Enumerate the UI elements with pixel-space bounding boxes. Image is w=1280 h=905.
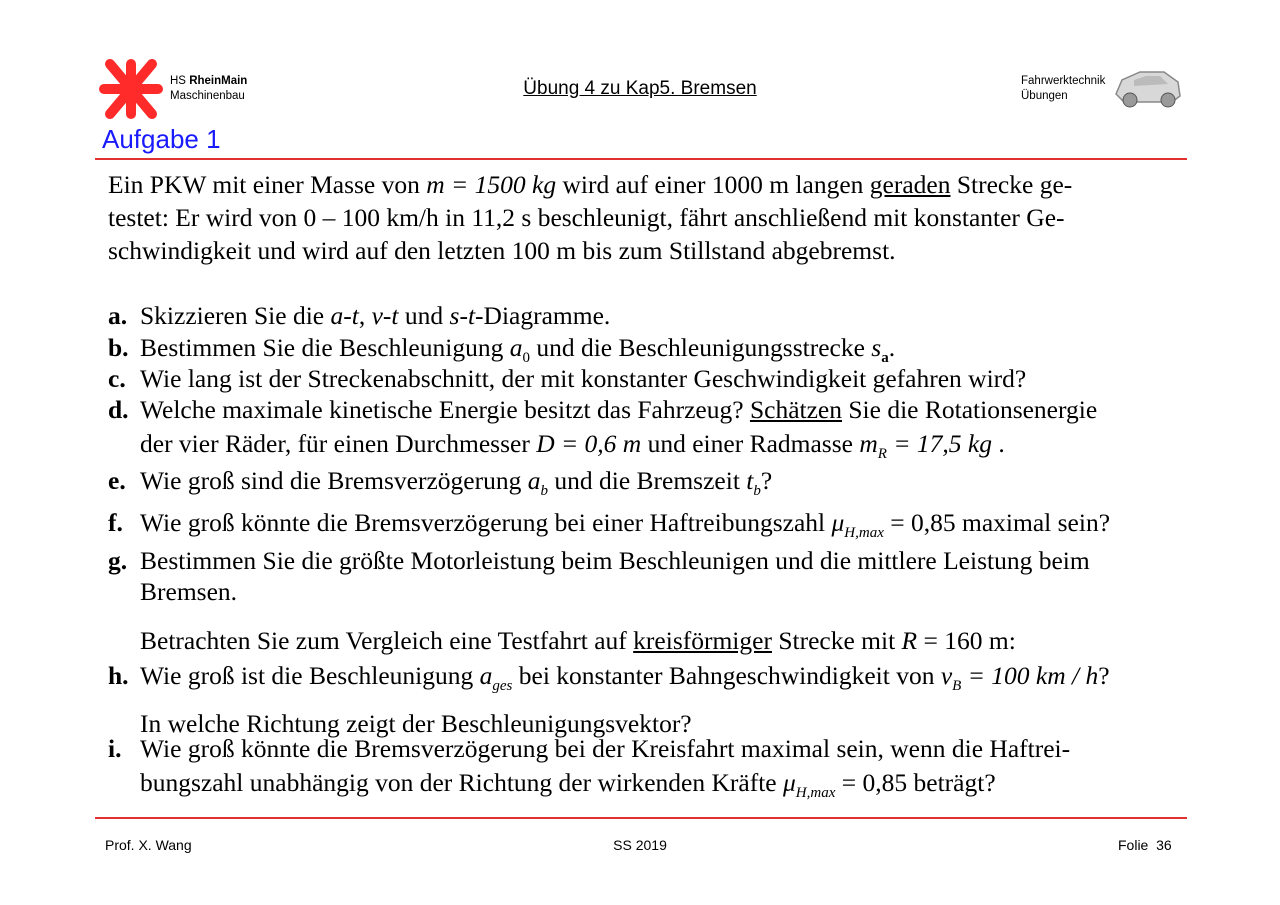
friction-value: = 0,85 [890, 508, 956, 537]
underlined-word: geraden [869, 170, 951, 199]
task-i [108, 733, 1198, 809]
org-name: RheinMain [189, 75, 248, 87]
dash: - [459, 301, 468, 330]
math-subscript: a [881, 350, 889, 367]
task-text: Bremsen. [140, 577, 238, 606]
punctuation: . [888, 333, 896, 362]
task-letter: h. [108, 661, 129, 690]
page-title: Übung 4 zu Kap5. Bremsen [523, 78, 757, 99]
task-text: Wie groß sind die Bremsverzögerung [140, 466, 522, 495]
task-d [108, 394, 1198, 470]
task-letter: f. [108, 508, 123, 537]
task-text: Skizzieren Sie die [140, 301, 325, 330]
intro-line-2: testet: Er wird von 0 – 100 km/h in 11,2 s beschleunigt, fährt anschließend mit konstanter Ge- [108, 203, 1065, 232]
math-var: t [391, 301, 399, 330]
course-name: Fahrwerktechnik [1021, 75, 1106, 87]
task-text: Wie lang ist der Streckenabschnitt, der mit konstanter Geschwindigkeit gefahren wird? [140, 364, 1027, 393]
task-text: und die Bremszeit [554, 466, 740, 495]
task-a [108, 300, 1198, 331]
footer-slide-number: Folie 36 [1118, 837, 1172, 853]
math-var: t [467, 301, 476, 330]
math-subscript: H,max [844, 525, 884, 542]
task-text: bei konstanter Bahngeschwindigkeit von [518, 661, 935, 690]
task-text: Sie die Rotationsenergie [848, 395, 1098, 424]
task-text: Wie groß ist die Beschleunigung [140, 661, 474, 690]
math-var: a [330, 301, 344, 330]
math-var: m [859, 429, 878, 458]
task-c [108, 363, 1198, 394]
punctuation: ? [1098, 661, 1110, 690]
intro-text: Strecke ge- [956, 170, 1073, 199]
task-f [108, 507, 1198, 549]
intro-line-1 [108, 168, 1193, 201]
task-heading: Aufgabe 1 [102, 124, 221, 154]
task-letter: d. [108, 395, 129, 424]
comma: , [358, 301, 366, 330]
department: Maschinenbau [170, 90, 245, 102]
friction-value: = 0,85 [841, 768, 908, 797]
math-var: R [901, 626, 918, 655]
math-subscript: B [952, 678, 962, 695]
circle-intro [108, 625, 1198, 656]
math-subscript: R [877, 446, 887, 463]
task-text: beträgt? [913, 768, 996, 797]
dash: - [382, 301, 392, 330]
intro-text: Ein PKW mit einer Masse von [108, 170, 420, 199]
math-var: a [479, 661, 493, 690]
math-subscript: b [753, 483, 761, 500]
task-letter: b. [108, 333, 129, 362]
task-letter: g. [108, 546, 128, 575]
math-var: v [940, 661, 953, 690]
org-prefix: HS [170, 75, 186, 87]
task-text: der vier Räder, für einen Durchmesser [140, 429, 530, 458]
task-text: -Diagramme. [475, 301, 611, 330]
task-text: und einer Radmasse [647, 429, 853, 458]
task-text: Wie groß könnte die Bremsverzögerung bei der Kreisfahrt maximal sein, wenn die Haftrei- [140, 734, 1071, 763]
task-letter: a. [108, 301, 128, 330]
math-var: a [527, 466, 541, 495]
task-letter: i. [108, 734, 122, 763]
task-text: Bestimmen Sie die Beschleunigung [140, 333, 504, 362]
math-subscript: b [540, 483, 548, 500]
dash: - [343, 301, 352, 330]
math-subscript: ges [492, 678, 513, 695]
math-var: v [371, 301, 383, 330]
task-text: und die Beschleunigungsstrecke [536, 333, 865, 362]
punctuation: . [998, 429, 1005, 458]
task-text: Bestimmen Sie die größte Motorleistung beim Beschleunigen und die mittlere Leistung beim [140, 546, 1090, 575]
task-g [108, 545, 1198, 607]
math-var: t [351, 301, 359, 330]
math-var: s [871, 333, 882, 362]
course-label [1021, 74, 1105, 104]
wheel-mass-formula: = 17,5 kg [893, 429, 992, 458]
math-var: μ [782, 768, 796, 797]
math-var: a [509, 333, 523, 362]
footer-semester: SS 2019 [613, 837, 667, 853]
footer-author: Prof. X. Wang [105, 837, 192, 853]
task-letter: c. [108, 364, 126, 393]
task-text: und [404, 301, 444, 330]
task-e [108, 465, 1198, 507]
underlined-word: Schätzen [749, 395, 842, 424]
math-subscript: H,max [795, 785, 836, 802]
task-text: Betrachten Sie zum Vergleich eine Testfahrt auf [140, 626, 627, 655]
intro-line-3: schwindigkeit und wird auf den letzten 100 m bis zum Stillstand abgebremst. [108, 236, 896, 265]
math-var: μ [831, 508, 845, 537]
task-text: Wie groß könnte die Bremsverzögerung bei einer Haftreibungszahl [140, 508, 826, 537]
underlined-word: kreisförmiger [633, 626, 772, 655]
math-subscript: 0 [522, 350, 530, 367]
task-h [108, 660, 1198, 739]
math-var: t [746, 466, 754, 495]
punctuation: ? [760, 466, 773, 495]
car-chassis-icon [1112, 64, 1184, 110]
header-divider [95, 158, 1187, 160]
task-text: = 160 m: [923, 626, 1016, 655]
mass-formula: m = 1500 kg [426, 170, 557, 199]
task-text: Welche maximale kinetische Energie besitzt das Fahrzeug? [140, 395, 744, 424]
task-text: bungszahl unabhängig von der Richtung der wirkenden Kräfte [140, 768, 777, 797]
task-text: In welche Richtung zeigt der Beschleunigungsvektor? [140, 709, 692, 739]
task-letter: e. [108, 466, 126, 495]
task-text: maximal sein? [962, 508, 1111, 537]
diameter-formula: D = 0,6 m [536, 429, 642, 458]
problem-statement [108, 168, 1193, 267]
course-subtitle: Übungen [1021, 90, 1068, 102]
footer-divider [95, 817, 1187, 819]
task-text: Strecke mit [778, 626, 896, 655]
speed-formula: = 100 km / h [967, 661, 1099, 690]
intro-text: wird auf einer 1000 m langen [562, 170, 864, 199]
math-var: s [449, 301, 460, 330]
